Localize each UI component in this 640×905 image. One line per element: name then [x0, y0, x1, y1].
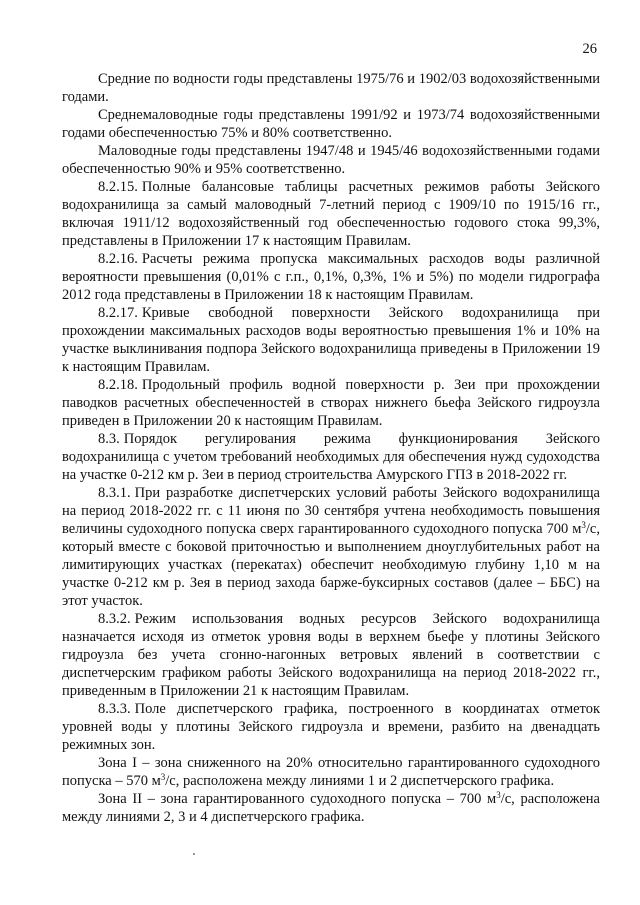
section-number: 8.2.15. — [98, 179, 138, 195]
paragraph-8-2-15 — [62, 178, 600, 250]
superscript: 3 — [160, 772, 166, 782]
paragraph-text: Порядок регулирования режима функционирования Зейского водохранилища с учетом требований необходимых для обеспечения нужд судоходства на участке 0-212 км р. Зеи в период строительства Амурского ГПЗ в 2018-2022 гг. — [62, 431, 600, 483]
paragraph-text: Кривые свободной поверхности Зейского водохранилища при прохождении максимальных расходов воды вероятностью превышения 1% и 10% на участке выклинивания подпора Зейского водохранилища приведены в Приложении 19 к настоящим Правилам. — [62, 305, 600, 375]
paragraph-text-after: /с, расположена между линиями 1 и 2 диспетчерского графика. — [165, 773, 555, 789]
paragraph-text: Маловодные годы представлены 1947/48 и 1945/46 водохозяйственными годами обеспеченностью 90% и 95% соответственно. — [62, 143, 600, 177]
paragraph-zone-2 — [62, 790, 600, 826]
paragraph-text-after: /с, который вместе с боковой приточностью и выполнением дноуглубительных работ на лимитирующих участках (перекатах) обеспечит необходимую глубину 1,10 м на участке 0-212 км р. Зея в период захода барже-буксирных составов (далее – ББС) на этот участок. — [62, 521, 600, 609]
paragraph-text-before: Зона II – зона гарантированного судоходного попуска – 700 м — [98, 791, 497, 807]
paragraph-text-before: При разработке диспетчерских условий работы Зейского водохранилища на период 2018-2022 гг. с 11 июня по 30 сентября учтена необходимость повышения величины судоходного попуска сверх гарантированного судоходного попуска 700 м — [62, 485, 600, 537]
section-number: 8.3.1. — [98, 485, 131, 501]
section-number: 8.2.18. — [98, 377, 138, 393]
paragraph-zone-1 — [62, 754, 600, 790]
paragraph-text-before: Зона I – зона сниженного на 20% относительно гарантированного судоходного попуска – 570 м — [62, 755, 600, 789]
paragraph-8-3-1 — [62, 484, 600, 610]
paragraph-text: Режим использования водных ресурсов Зейского водохранилища назначается исходя из отметок уровня воды в верхнем бьефе у плотины Зейского гидроузла без учета сгонно-нагонных ветровых явлений в соответствии с диспетчерским графиком работы Зейского водохранилища на период 2018-2022 гг., приведенным в Приложении 21 к настоящим Правилам. — [62, 611, 600, 699]
paragraph-8-2-17 — [62, 304, 600, 376]
superscript: 3 — [496, 790, 501, 800]
paragraph-average-years — [62, 70, 600, 106]
paragraph-8-2-18 — [62, 376, 600, 430]
document-body — [62, 70, 600, 826]
paragraph-8-3-2 — [62, 610, 600, 700]
paragraph-text: Средние по водности годы представлены 1975/76 и 1902/03 водохозяйственными годами. — [62, 71, 600, 105]
paragraph-8-2-16 — [62, 250, 600, 304]
paragraph-text: Поле диспетчерского графика, построенного в координатах отметок уровней воды у плотины Зейского гидроузла и времени, разбито на двенадцать режимных зон. — [62, 701, 600, 753]
paragraph-8-3-3 — [62, 700, 600, 754]
paragraph-text: Среднемаловодные годы представлены 1991/92 и 1973/74 водохозяйственными годами обеспеченностью 75% и 80% соответственно. — [62, 107, 600, 141]
paragraph-text: Расчеты режима пропуска максимальных расходов воды различной вероятности превышения (0,01% с г.п., 0,1%, 0,3%, 1% и 5%) по модели гидрографа 2012 года представлены в Приложении 18 к настоящим Правилам. — [62, 251, 600, 303]
section-number: 8.2.16. — [98, 251, 138, 267]
section-number: 8.3.2. — [98, 611, 131, 627]
section-number: 8.2.17. — [98, 305, 138, 321]
paragraph-text-after: /с, расположена между линиями 2, 3 и 4 диспетчерского графика. — [62, 791, 600, 825]
paragraph-8-3-heading — [62, 430, 600, 484]
paragraph-low-water-years — [62, 142, 600, 178]
scan-speck — [193, 853, 195, 855]
paragraph-text: Полные балансовые таблицы расчетных режимов работы Зейского водохранилища за самый маловодный 7-летний период с 1909/10 по 1915/16 гг., включая 1911/12 водохозяйственный год обеспеченностью годового стока 99,3%, представлены в Приложении 17 к настоящим Правилам. — [62, 179, 600, 249]
section-number: 8.3. — [98, 431, 120, 447]
paragraph-text: Продольный профиль водной поверхности р. Зеи при прохождении паводков расчетных обеспеченностей в створах нижнего бьефа Зейского гидроузла приведен в Приложении 20 к настоящим Правилам. — [62, 377, 600, 429]
paragraph-medium-low-water-years — [62, 106, 600, 142]
superscript: 3 — [581, 520, 586, 530]
page-number: 26 — [582, 41, 597, 57]
section-number: 8.3.3. — [98, 701, 131, 717]
